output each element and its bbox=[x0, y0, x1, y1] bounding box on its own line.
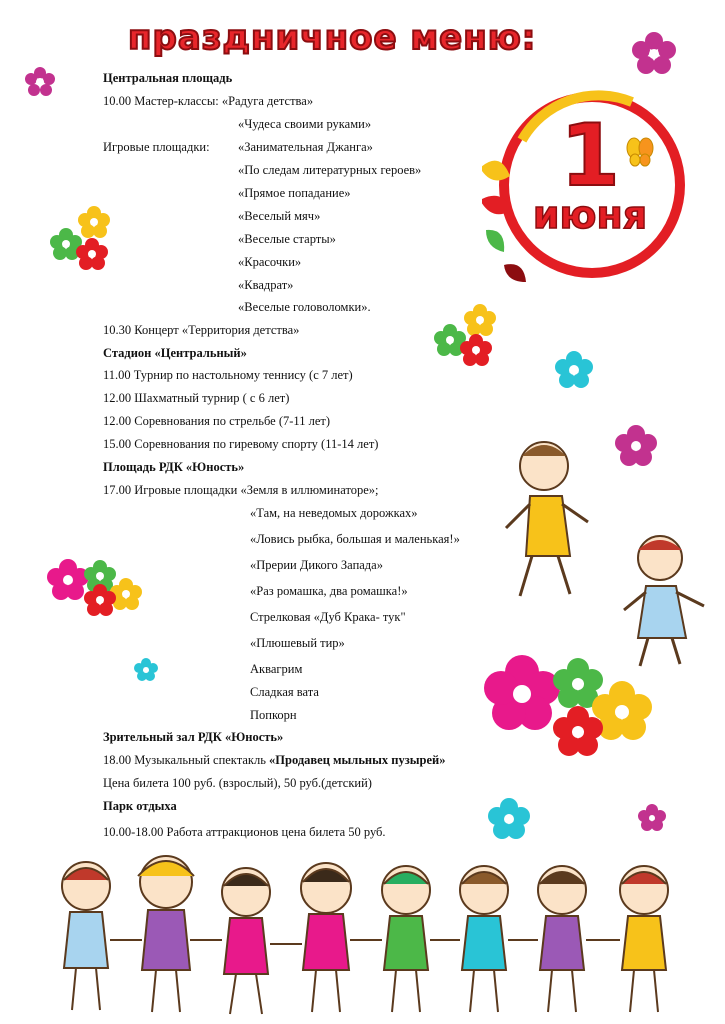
schedule-line: «Плюшевый тир» bbox=[250, 636, 345, 650]
schedule-line: «Веселые старты» bbox=[238, 232, 336, 246]
section-heading: Стадион «Центральный» bbox=[103, 346, 247, 360]
flower-icon bbox=[636, 802, 668, 834]
schedule-line: Аквагрим bbox=[250, 662, 303, 676]
schedule-line: Игровые площадки: bbox=[103, 140, 210, 154]
child-illustration bbox=[500, 436, 600, 606]
schedule-text: 18.00 Музыкальный спектакль bbox=[103, 753, 270, 767]
schedule-line: «Квадрат» bbox=[238, 278, 294, 292]
schedule-line: Попкорн bbox=[250, 708, 297, 722]
schedule-line: «Чудеса своими руками» bbox=[238, 117, 372, 131]
section-heading: Центральная площадь bbox=[103, 71, 233, 85]
schedule-line: Стрелковая «Дуб Крака- тук" bbox=[250, 610, 406, 624]
schedule-line: «По следам литературных героев» bbox=[238, 163, 422, 177]
schedule-line: 10.00 Мастер-классы: «Радуга детства» bbox=[103, 94, 314, 108]
flower-icon bbox=[612, 422, 660, 470]
schedule-line: 12.00 Соревнования по стрельбе (7-11 лет) bbox=[103, 414, 330, 428]
schedule-line: 17.00 Игровые площадки «Земля в иллюминаторе»; bbox=[103, 483, 379, 497]
schedule-line: 11.00 Турнир по настольному теннису (с 7 лет) bbox=[103, 368, 353, 382]
show-title: «Продавец мыльных пузырей» bbox=[269, 753, 446, 767]
schedule-line: «Веселый мяч» bbox=[238, 209, 321, 223]
section-heading: Зрительный зал РДК «Юность» bbox=[103, 730, 284, 744]
date-badge bbox=[482, 80, 692, 285]
flower-icon bbox=[552, 348, 596, 392]
section-heading: Парк отдыха bbox=[103, 799, 177, 813]
schedule-line: «Прямое попадание» bbox=[238, 186, 351, 200]
schedule-line: «Ловись рыбка, большая и маленькая!» bbox=[250, 532, 460, 546]
schedule-line: Сладкая вата bbox=[250, 685, 319, 699]
kids-row-illustration bbox=[0, 840, 725, 1024]
page-title: праздничное меню: bbox=[128, 18, 537, 58]
schedule-line: «Прерии Дикого Запада» bbox=[250, 558, 383, 572]
flower-cluster-icon bbox=[44, 552, 148, 622]
schedule-line: 10.00-18.00 Работа аттракционов цена билета 50 руб. bbox=[103, 825, 386, 839]
schedule-line: 10.30 Концерт «Территория детства» bbox=[103, 323, 300, 337]
schedule-line: «Красочки» bbox=[238, 255, 302, 269]
schedule-line bbox=[103, 752, 445, 768]
flower-cluster-icon bbox=[44, 202, 120, 278]
flower-icon bbox=[486, 796, 532, 842]
badge-number: 1 bbox=[560, 106, 620, 206]
schedule-line: «Занимательная Джанга» bbox=[238, 140, 373, 154]
section-heading: Площадь РДК «Юность» bbox=[103, 460, 245, 474]
butterfly-icon bbox=[627, 138, 653, 166]
schedule-line: 12.00 Шахматный турнир ( с 6 лет) bbox=[103, 391, 290, 405]
schedule-line: 15.00 Соревнования по гиревому спорту (11-14 лет) bbox=[103, 437, 379, 451]
badge-month: июня bbox=[532, 193, 648, 237]
schedule-line: Цена билета 100 руб. (взрослый), 50 руб.(детский) bbox=[103, 776, 372, 790]
schedule-line: «Веселые головоломки». bbox=[238, 300, 371, 314]
child-illustration bbox=[614, 530, 714, 670]
flower-icon bbox=[628, 28, 680, 80]
flower-icon bbox=[132, 656, 160, 684]
schedule-line: «Раз ромашка, два ромашка!» bbox=[250, 584, 408, 598]
flower-cluster-icon bbox=[430, 300, 506, 376]
flower-icon bbox=[22, 64, 58, 100]
schedule-line: «Там, на неведомых дорожках» bbox=[250, 506, 418, 520]
